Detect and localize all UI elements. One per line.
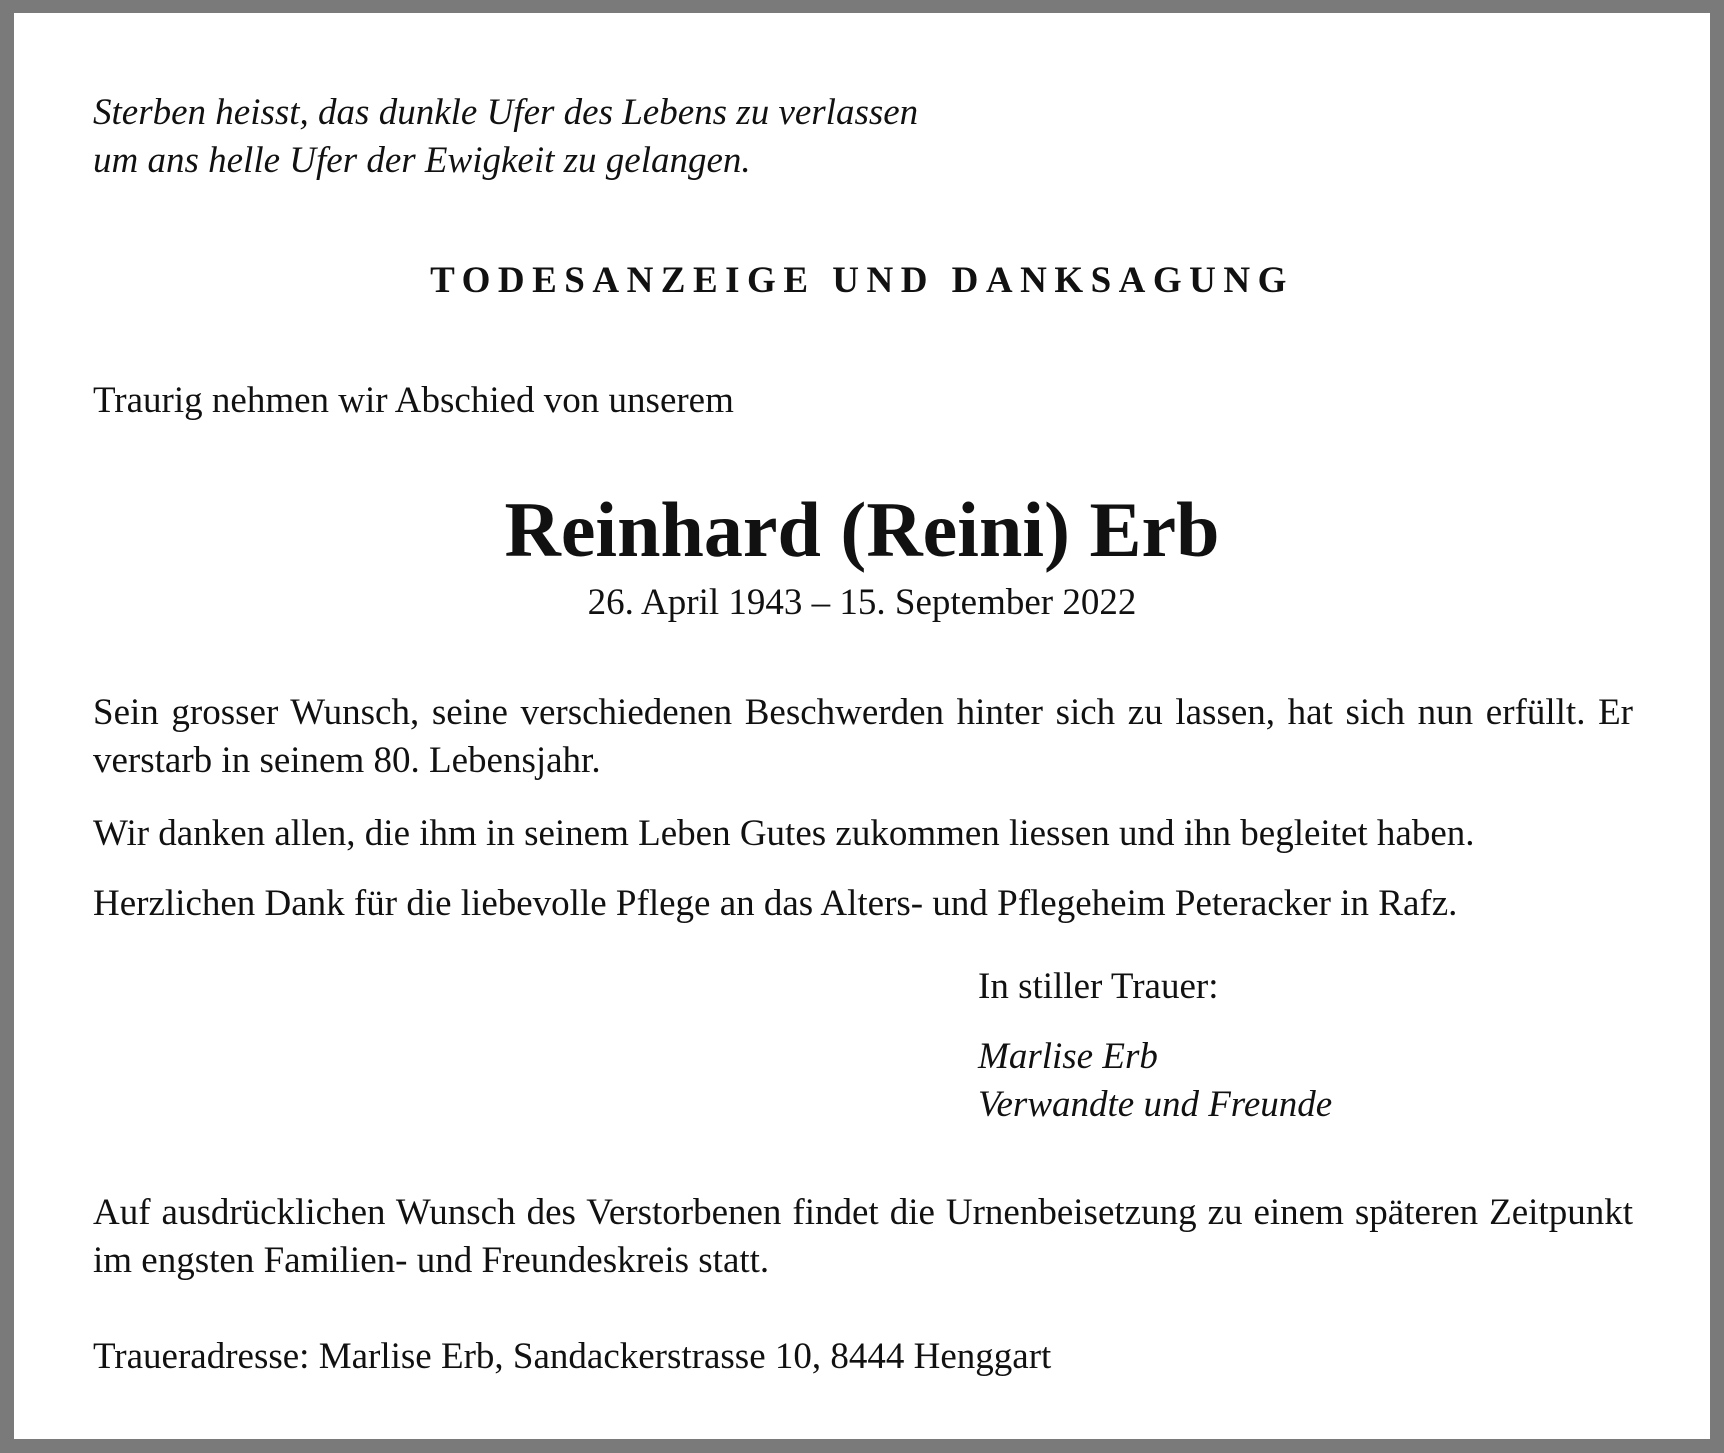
paragraph-thanks: Wir danken allen, die ihm in seinem Leben Gutes zukommen liessen und ihn begleitet haben. [93, 813, 1475, 854]
signature-label: In stiller Trauer: [978, 966, 1219, 1007]
deceased-name: Reinhard (Reini) Erb [504, 486, 1220, 573]
paragraph-wish: Sein grosser Wunsch, seine verschiedenen Beschwerden hinter sich zu lassen, hat sich nun erfüllt. Er verstarb in seinem 80. Lebensjahr. [93, 692, 1633, 781]
intro-text: Traurig nehmen wir Abschied von unserem [93, 380, 734, 421]
notice-heading: TODESANZEIGE UND DANKSAGUNG [430, 260, 1294, 301]
obituary-page [14, 13, 1710, 1439]
signature-name-1: Marlise Erb [978, 1036, 1158, 1077]
paragraph-burial: Auf ausdrücklichen Wunsch des Verstorbenen findet die Urnenbeisetzung zu einem späteren Zeitpunkt im engsten Familien- und Freundeskreis statt. [93, 1192, 1633, 1281]
signature-names [978, 1033, 1332, 1129]
paragraph-care: Herzlichen Dank für die liebevolle Pflege an das Alters- und Pflegeheim Peteracker in Rafz. [93, 883, 1458, 924]
signature-name-2: Verwandte und Freunde [978, 1084, 1333, 1125]
life-dates: 26. April 1943 – 15. September 2022 [587, 582, 1137, 623]
quote-line-1: Sterben heisst, das dunkle Ufer des Lebens zu verlassen [93, 92, 919, 133]
quote-line-2: um ans helle Ufer der Ewigkeit zu gelangen. [93, 140, 751, 181]
epigraph-quote [93, 89, 918, 185]
mourning-address: Traueradresse: Marlise Erb, Sandackerstrasse 10, 8444 Henggart [93, 1336, 1052, 1377]
